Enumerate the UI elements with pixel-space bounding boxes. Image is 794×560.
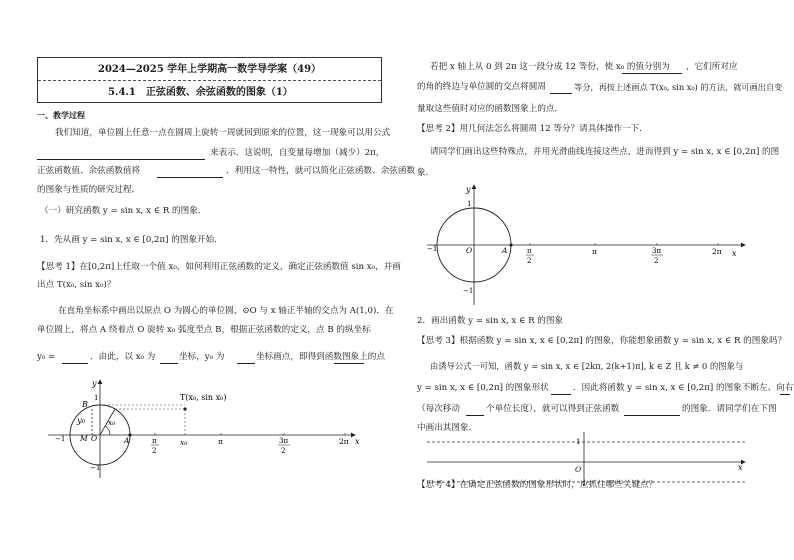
label-2pi: 2π [712,247,722,256]
paragraph-line: 个单位长度），就可以得到正弦函数 [486,404,620,414]
fill-blank[interactable] [237,355,255,364]
fill-blank[interactable] [334,355,364,364]
fill-blank[interactable] [551,386,571,395]
paragraph-line: 若把 x 轴上从 0 到 2π 这一段分成 12 等份，使 x₀ 的值分别为 [430,62,670,72]
paragraph-line: 请同学们画出这些特殊点，并用光滑曲线连接这些点，进而得到 y = sin x, x ∈ [0,2π] 的图 [430,147,780,157]
paragraph-line: 的图象与性质的研究过程． [37,185,141,195]
label-pi2-top: π [527,247,532,255]
paragraph-line: 正弦函数值、余弦函数值将 [37,166,141,176]
label-y: y [92,379,97,388]
point-A [509,243,512,246]
worksheet-title: 2024—2025 学年上学期高一数学导学案（49） [98,64,322,75]
label-O: O [466,246,473,255]
think-question: 【思考 2】用几何法怎么将圆周 12 等分？请具体操作一下． [417,124,648,134]
fill-blank[interactable] [780,386,790,395]
label-1: 1 [576,438,581,446]
paragraph-line: ，它们所对应 [686,62,738,72]
label-y: y [466,185,471,194]
think-question: 【思考 3】根据函数 y = sin x, x ∈ [0,2π] 的图象，你能想象函数 y = sin x, x ∈ R 的图象吗？ [417,336,787,346]
fill-blank[interactable] [160,355,178,364]
label-pi: π [218,437,223,446]
label-x: x [738,463,743,472]
label-A: A [502,246,508,255]
label-3pi2-bot: 2 [654,257,659,265]
label-x0-angle: x₀ [108,418,116,427]
paragraph-line: （每次移动 [417,404,460,414]
label-M: M [80,434,88,443]
lesson-title: 5.4.1 正弦函数、余弦函数的图象（1） [108,87,293,98]
think-question: 【思考 1】在[0,2π]上任取一个值 x₀，如何利用正弦函数的定义，确定正弦函数值 sin x₀，并画 [37,262,401,272]
unit-circle-blank-diagram [0,180,794,310]
paragraph-line: 等分，再按上述画点 T(x₀, sin x₀) 的方法，就可画出自变 [574,82,783,92]
label-neg1-y: −1 [90,464,101,472]
paragraph-line: ．因此将函数 y = sin x, x ∈ [0,2π] 的图象不断左、向右 [573,383,794,393]
label-1: 1 [467,200,472,208]
title-divider [38,80,381,81]
fill-blank[interactable] [550,85,572,94]
think-question: 出点 T(x₀, sin x₀)？ [37,280,116,290]
paragraph-line: 在直角坐标系中画出以原点 O 为圆心的单位圆，⊙O 与 x 轴正半轴的交点为 A(1,0)．在 [58,306,394,316]
label-1: 1 [94,394,99,402]
label-O: O [91,434,98,443]
label-pi: π [592,247,597,256]
label-3pi2-top: 3π [279,437,289,445]
step-heading: 1．先从画 y = sin x, x ∈ [0,2π] 的图象开始． [40,235,223,245]
fill-blank[interactable] [624,407,680,416]
label-3pi2-top: 3π [652,247,662,255]
label-neg1-y: −1 [463,287,474,295]
point-T [183,407,186,410]
subsection-heading: （一）研究函数 y = sin x, x ∈ R 的图象． [40,206,207,216]
paragraph-line: 坐标，y₀ 为 [179,352,225,362]
label-neg1: −1 [427,245,438,253]
paragraph-line: ．利用这一特性，就可以简化正弦函数、余弦函数 [226,166,416,176]
step-heading: 2．画出函数 y = sin x, x ∈ R 的图象 [417,316,564,326]
paragraph-line: y = sin x, x ∈ [0,2π] 的图象形状 [417,383,549,393]
fill-blank[interactable] [62,355,88,364]
paragraph-line: 由诱导公式一可知，函数 y = sin x, x ∈ [2kπ, 2(k+1)π], k ∈ Z 且 k ≠ 0 的图象与 [430,361,744,371]
paragraph-line: 的角的终边与单位圆的交点将圆周 [417,82,546,92]
label-O: O [575,465,582,474]
label-x: x [732,249,737,258]
label-neg1: −1 [55,435,66,443]
paragraph-line: 中画出其图象． [417,423,478,433]
fill-blank[interactable] [37,151,205,160]
paragraph-line: ．由此，以 x₀ 为 [90,352,156,362]
paragraph-line: y₀ = [37,352,56,362]
paragraph-line: 来表示．这说明，自变量每增加（减少）2π， [210,148,385,158]
label-pi2-bot: 2 [152,447,157,455]
label-T: T(x₀, sin x₀) [180,393,227,402]
label-x: x [355,437,360,446]
fill-blank[interactable] [622,65,682,74]
label-pi2-bot: 2 [527,257,532,265]
title-box [37,57,382,103]
paragraph-line: 量取这些值时对应的函数图象上的点． [417,104,564,114]
label-2pi: 2π [339,437,349,446]
label-A: A [124,436,130,445]
label-pi2-top: π [152,437,157,445]
paragraph-line: 我们知道，单位圆上任意一点在圆周上旋转一周就回到原来的位置，这一现象可以用公式 [55,128,391,138]
paragraph-line: 象． [417,168,435,178]
paragraph-line: 单位圆上，将点 A 绕着点 O 旋转 x₀ 弧度至点 B，根据正弦函数的定义，点 B 的纵坐标 [37,325,371,335]
fill-blank[interactable] [157,169,223,178]
fill-blank[interactable] [466,407,484,416]
section-heading: 一、教学过程 [37,110,85,120]
paragraph-line: 坐标画点，即得到函数图象上的点 [256,352,385,362]
label-x0-axis: x₀ [180,438,188,447]
label-y0: y₀ [77,416,86,426]
think-question: 【思考 4】在确定正弦函数的图象形状时，应抓住哪些关键点？ [417,480,658,490]
paragraph-line: 的图象．请同学们在下图 [682,404,777,414]
label-B: B [82,400,88,409]
sine-axes-blank [0,430,794,490]
label-3pi2-bot: 2 [281,447,286,455]
